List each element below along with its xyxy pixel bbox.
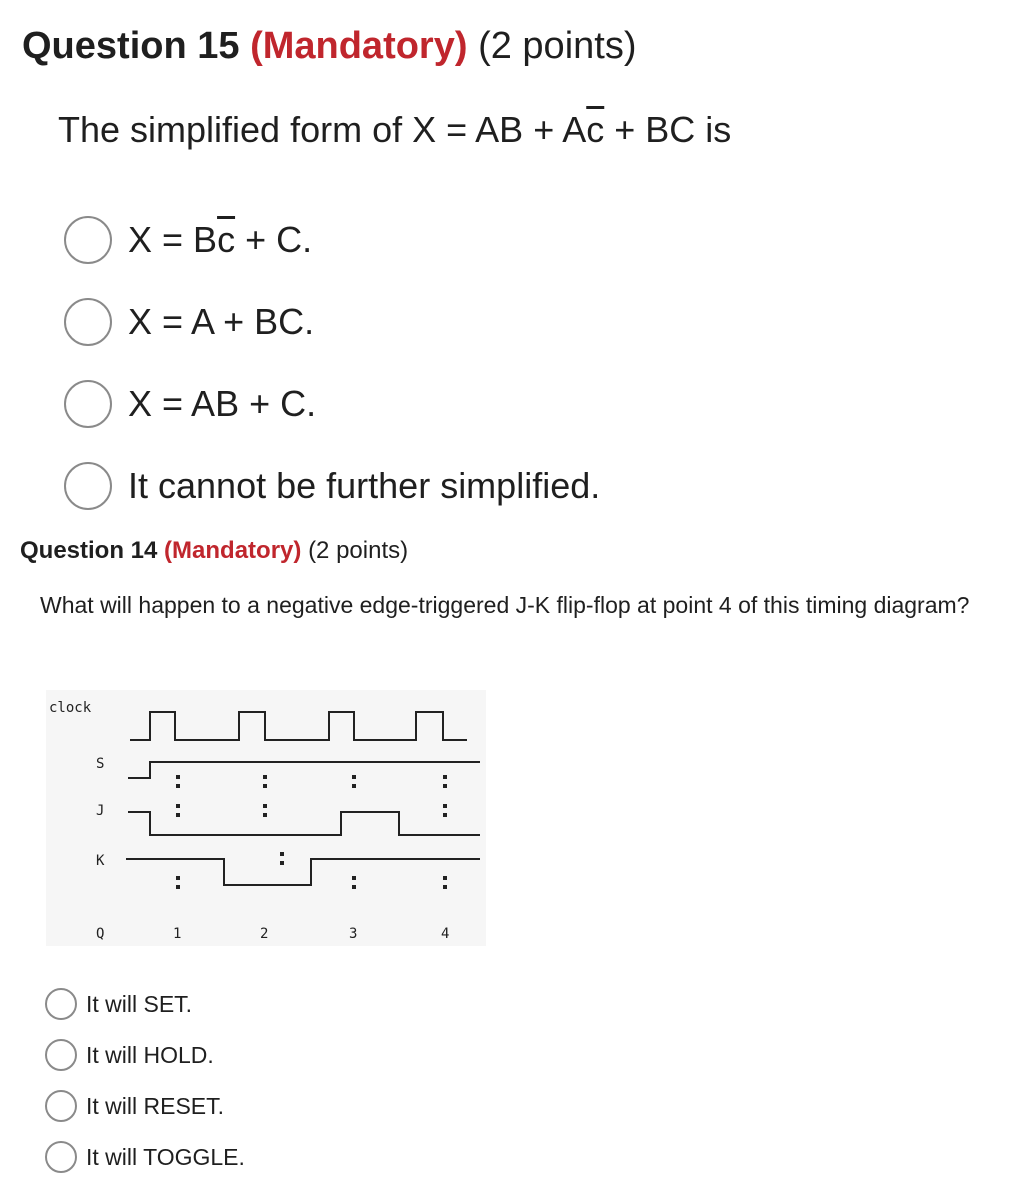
q15-option-1[interactable] <box>64 212 312 268</box>
signal-label-clock: clock <box>49 700 92 716</box>
q14-option-toggle-label: It will TOGGLE. <box>86 1143 245 1170</box>
q14-option-hold[interactable] <box>45 1037 214 1073</box>
question-15-title: Question 15 <box>22 25 240 67</box>
q14-option-reset-label: It will RESET. <box>86 1092 225 1119</box>
q14-option-hold-label: It will HOLD. <box>86 1041 214 1068</box>
q15-option-4[interactable] <box>64 458 600 514</box>
q15-option-1-label: $X = B\overline{c} + C$. <box>128 219 313 260</box>
question-15-prompt: The simplified form of X = AB + $A\overline{c}$ + BC is <box>58 109 732 150</box>
point-label-4: 4 <box>441 926 450 942</box>
signal-label-k: K <box>96 853 105 869</box>
q14-option-toggle-radio[interactable] <box>45 1141 77 1173</box>
q15-option-2-radio[interactable] <box>64 298 112 346</box>
q15-option-4-radio[interactable] <box>64 462 112 510</box>
question-14-mandatory-label: (Mandatory) <box>164 537 302 564</box>
q15-option-3-label: X = AB + C. <box>128 383 317 424</box>
signal-label-s: S <box>96 756 105 772</box>
q15-option-3-radio[interactable] <box>64 380 112 428</box>
question-15-header <box>22 18 636 74</box>
point-label-3: 3 <box>349 926 358 942</box>
q14-option-toggle[interactable] <box>45 1139 245 1175</box>
q14-option-set[interactable] <box>45 986 192 1022</box>
q15-option-4-label: It cannot be further simplified. <box>128 465 601 506</box>
question-14-title: Question 14 <box>20 537 158 564</box>
timing-diagram <box>46 690 486 946</box>
question-14-prompt: What will happen to a negative edge-triggered J-K flip-flop at point 4 of this timing diagram? <box>40 592 970 618</box>
point-label-1: 1 <box>173 926 182 942</box>
q14-option-set-label: It will SET. <box>86 990 193 1017</box>
q15-option-3[interactable] <box>64 376 316 432</box>
signal-label-j: J <box>96 803 105 819</box>
q15-option-1-radio[interactable] <box>64 216 112 264</box>
question-14-header <box>20 534 408 568</box>
question-15-mandatory-label: (Mandatory) <box>250 25 468 67</box>
q14-option-reset-radio[interactable] <box>45 1090 77 1122</box>
q14-option-set-radio[interactable] <box>45 988 77 1020</box>
point-label-2: 2 <box>260 926 269 942</box>
question-14-points: (2 points) <box>308 537 409 564</box>
signal-label-q: Q <box>96 926 105 942</box>
q15-option-2[interactable] <box>64 294 314 350</box>
q14-option-reset[interactable] <box>45 1088 224 1124</box>
c-complement: $\overline{c}$ <box>586 109 605 150</box>
q15-option-2-label: X = A + BC. <box>128 301 315 342</box>
q14-option-hold-radio[interactable] <box>45 1039 77 1071</box>
question-15-points: (2 points) <box>478 25 637 67</box>
